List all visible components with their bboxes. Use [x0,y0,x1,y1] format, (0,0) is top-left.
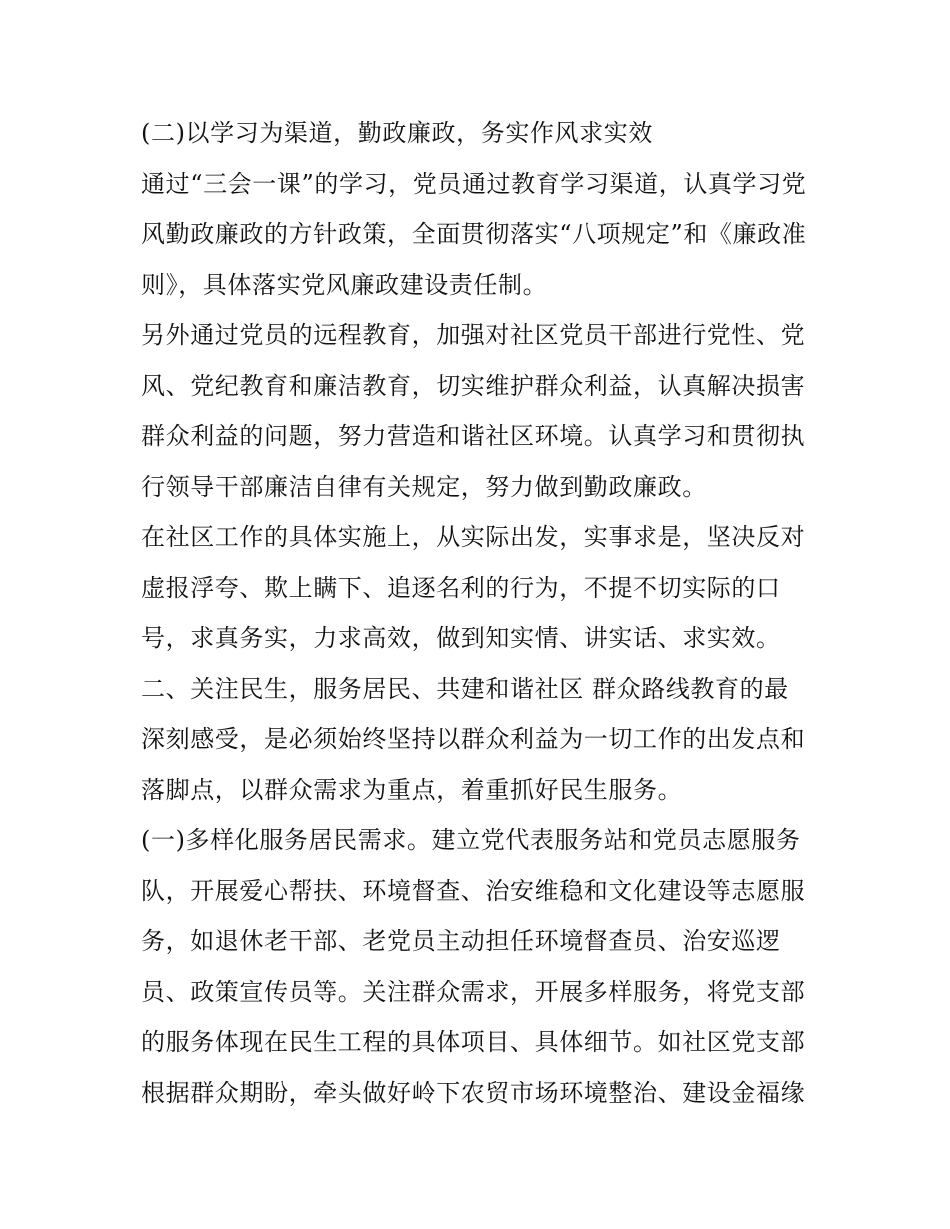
text-line: (一)多样化服务居民需求。建立党代表服务站和党员志愿服务 [141,826,801,854]
text-line: 根据群众期盼，牵头做好岭下农贸市场环境整治、建设金福缘 [141,1078,806,1107]
text-line: 队，开展爱心帮扶、环境督查、治安维稳和文化建设等志愿服 [141,876,806,905]
text-line: 务，如退休老干部、老党员主动担任环境督查员、治安巡逻 [141,927,781,955]
document-body [141,108,821,1118]
text-line: 在社区工作的具体实施上，从实际出发，实事求是，坚决反对 [141,523,806,551]
text-line: 虚报浮夸、欺上瞒下、追逐名利的行为，不提不切实际的口 [141,573,781,602]
text-line: (二)以学习为渠道，勤政廉政，务实作风求实效 [141,119,653,147]
text-line: 风勤政廉政的方针政策，全面贯彻落实“八项规定”和《廉政准 [141,220,807,248]
text-line: 则》，具体落实党风廉政建设责任制。 [141,270,548,299]
text-line: 群众利益的问题，努力营造和谐社区环境。认真学习和贯彻执 [141,422,806,450]
text-line: 二、关注民生，服务居民、共建和谐社区 群众路线教育的最 [141,674,789,703]
text-line: 深刻感受，是必须始终坚持以群众利益为一切工作的出发点和 [141,725,806,753]
text-line: 风、党纪教育和廉洁教育，切实维护群众利益，认真解决损害 [141,371,806,400]
text-line: 的服务体现在民生工程的具体项目、具体细节。如社区党支部 [141,1028,806,1056]
text-line: 号，求真务实，力求高效，做到知实情、讲实话、求实效。 [141,624,781,652]
text-line: 行领导干部廉洁自律有关规定，努力做到勤政廉政。 [141,472,707,501]
text-line: 员、政策宣传员等。关注群众需求，开展多样服务，将党支部 [141,977,806,1006]
text-line: 落脚点，以群众需求为重点，着重抓好民生服务。 [141,775,683,804]
text-line: 另外通过党员的远程教育，加强对社区党员干部进行党性、党 [141,321,806,349]
text-line: 通过“三会一课”的学习，党员通过教育学习渠道，认真学习党 [141,169,807,198]
